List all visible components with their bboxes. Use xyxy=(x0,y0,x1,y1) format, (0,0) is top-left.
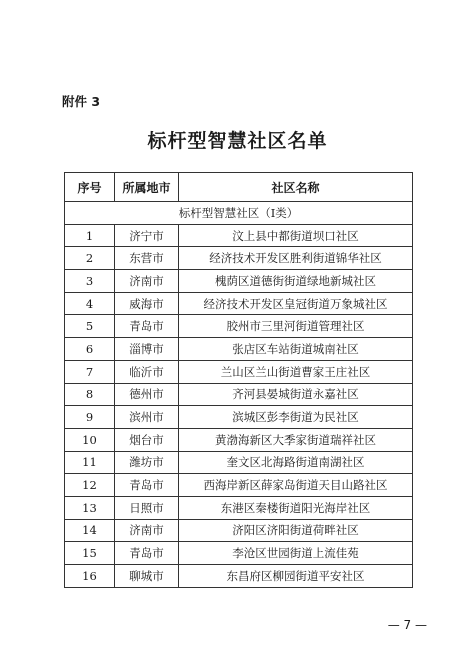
cell-serial-number: 1 xyxy=(65,224,115,247)
table-row xyxy=(65,315,413,338)
cell-serial-number: 3 xyxy=(65,270,115,293)
cell-serial-number: 11 xyxy=(65,451,115,474)
table-row xyxy=(65,519,413,542)
cell-city: 聊城市 xyxy=(115,565,179,588)
table-row xyxy=(65,428,413,451)
cell-city: 青岛市 xyxy=(115,542,179,565)
table-row xyxy=(65,383,413,406)
cell-community-name: 东昌府区柳园街道平安社区 xyxy=(179,565,413,588)
cell-city: 日照市 xyxy=(115,496,179,519)
cell-community-name: 济阳区济阳街道荷畔社区 xyxy=(179,519,413,542)
cell-serial-number: 6 xyxy=(65,338,115,361)
attachment-label: 附件 3 xyxy=(62,94,101,109)
table-row xyxy=(65,406,413,429)
cell-city: 淄博市 xyxy=(115,338,179,361)
table-row xyxy=(65,247,413,270)
cell-community-name: 兰山区兰山街道曹家王庄社区 xyxy=(179,360,413,383)
cell-city: 青岛市 xyxy=(115,474,179,497)
cell-serial-number: 10 xyxy=(65,428,115,451)
cell-serial-number: 14 xyxy=(65,519,115,542)
community-table xyxy=(64,172,413,588)
cell-serial-number: 8 xyxy=(65,383,115,406)
cell-serial-number: 15 xyxy=(65,542,115,565)
table-row xyxy=(65,224,413,247)
cell-city: 东营市 xyxy=(115,247,179,270)
cell-city: 烟台市 xyxy=(115,428,179,451)
header-city: 所属地市 xyxy=(115,173,179,202)
cell-community-name: 黄渤海新区大季家街道瑞祥社区 xyxy=(179,428,413,451)
document-title: 标杆型智慧社区名单 xyxy=(147,130,328,152)
cell-community-name: 奎文区北海路街道南湖社区 xyxy=(179,451,413,474)
cell-community-name: 齐河县晏城街道永嘉社区 xyxy=(179,383,413,406)
cell-serial-number: 9 xyxy=(65,406,115,429)
table-row xyxy=(65,565,413,588)
header-community-name: 社区名称 xyxy=(179,173,413,202)
table-header-row xyxy=(65,173,413,202)
cell-city: 德州市 xyxy=(115,383,179,406)
cell-city: 济宁市 xyxy=(115,224,179,247)
cell-community-name: 东港区秦楼街道阳光海岸社区 xyxy=(179,496,413,519)
cell-city: 威海市 xyxy=(115,292,179,315)
table-row xyxy=(65,451,413,474)
cell-community-name: 槐荫区道德街街道绿地新城社区 xyxy=(179,270,413,293)
page-number: — 7 — xyxy=(387,618,427,632)
cell-city: 潍坊市 xyxy=(115,451,179,474)
cell-city: 临沂市 xyxy=(115,360,179,383)
cell-serial-number: 13 xyxy=(65,496,115,519)
table-row xyxy=(65,360,413,383)
cell-serial-number: 16 xyxy=(65,565,115,588)
section-row xyxy=(65,202,413,225)
section-label: 标杆型智慧社区（I类） xyxy=(65,202,413,225)
header-serial-number: 序号 xyxy=(65,173,115,202)
cell-city: 济南市 xyxy=(115,270,179,293)
cell-serial-number: 2 xyxy=(65,247,115,270)
cell-serial-number: 7 xyxy=(65,360,115,383)
cell-city: 滨州市 xyxy=(115,406,179,429)
cell-community-name: 汶上县中都街道坝口社区 xyxy=(179,224,413,247)
cell-community-name: 李沧区世园街道上流佳苑 xyxy=(179,542,413,565)
table-row xyxy=(65,496,413,519)
table-row xyxy=(65,474,413,497)
cell-city: 青岛市 xyxy=(115,315,179,338)
cell-community-name: 西海岸新区薛家岛街道天目山路社区 xyxy=(179,474,413,497)
cell-community-name: 经济技术开发区皇冠街道万象城社区 xyxy=(179,292,413,315)
cell-community-name: 经济技术开发区胜利街道锦华社区 xyxy=(179,247,413,270)
cell-serial-number: 5 xyxy=(65,315,115,338)
table-row xyxy=(65,292,413,315)
cell-community-name: 滨城区彭李街道为民社区 xyxy=(179,406,413,429)
table-row xyxy=(65,542,413,565)
table-row xyxy=(65,338,413,361)
cell-community-name: 张店区车站街道城南社区 xyxy=(179,338,413,361)
table-row xyxy=(65,270,413,293)
cell-serial-number: 4 xyxy=(65,292,115,315)
cell-serial-number: 12 xyxy=(65,474,115,497)
cell-city: 济南市 xyxy=(115,519,179,542)
cell-community-name: 胶州市三里河街道管理社区 xyxy=(179,315,413,338)
